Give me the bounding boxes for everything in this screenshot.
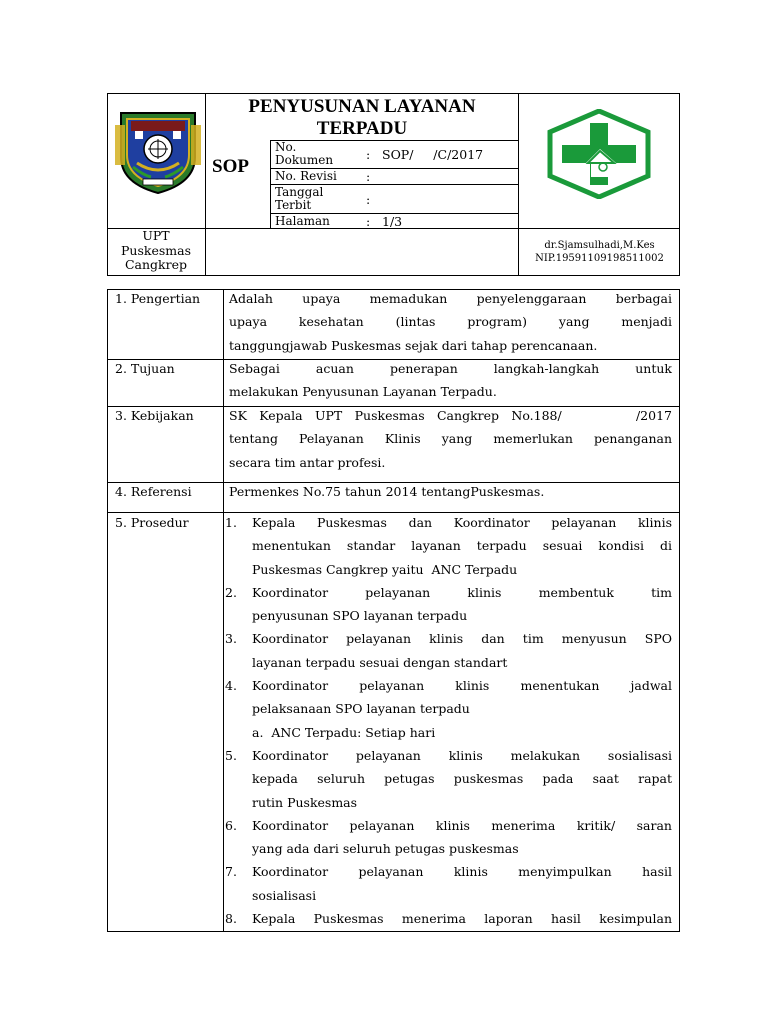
signer-name: dr.Sjamsulhadi,M.Kes bbox=[544, 240, 655, 251]
field-halaman-label: Halaman bbox=[275, 214, 330, 228]
section-label-prosedur: 5. Prosedur bbox=[115, 515, 189, 530]
sub-list-item: a. ANC Terpadu: Setiap hari bbox=[252, 724, 436, 740]
section-label-referensi: 4. Referensi bbox=[115, 484, 192, 499]
section-text-pengertian: Adalah upaya memadukan penyelenggaraan berbagai upaya kesehatan (lintas program) yang menjadi tanggungjawab Puskesmas sejak dari tahap perencanaan. bbox=[229, 291, 672, 353]
field-no-revisi-label: No. Revisi bbox=[275, 169, 337, 183]
field-halaman-value: 1/3 bbox=[382, 214, 403, 229]
section-label-pengertian: 1. Pengertian bbox=[115, 291, 201, 306]
title-line-2: TERPADU bbox=[316, 118, 408, 139]
document-title bbox=[206, 96, 518, 140]
regency-emblem-logo bbox=[113, 105, 203, 195]
list-item: 7. Koordinator pelayanan klinis menyimpulkan hasil sosialisasi bbox=[225, 864, 672, 903]
title-line-1: PENYUSUNAN LAYANAN bbox=[248, 96, 476, 117]
list-item: 8. Kepala Puskesmas menerima laporan hasil kesimpulan bbox=[225, 911, 672, 927]
list-item: 1. Kepala Puskesmas dan Koordinator pelayanan klinis menentukan standar layanan terpadu sesuai kondisi di Puskesmas Cangkrep yaitu ANC Terpadu bbox=[225, 515, 672, 577]
puskesmas-icon bbox=[544, 109, 654, 199]
section-text-tujuan: Sebagai acuan penerapan langkah-langkah untuk melakukan Penyusunan Layanan Terpadu. bbox=[229, 361, 672, 400]
field-no-revisi-colon: : bbox=[366, 169, 371, 184]
section-text-kebijakan: SK Kepala UPT Puskesmas Cangkrep No.188/ /2017 tentang Pelayanan Klinis yang memerlukan penanganan secara tim antar profesi. bbox=[229, 408, 672, 470]
field-no-dokumen-label: No. Dokumen bbox=[275, 140, 334, 167]
field-tanggal-terbit-colon: : bbox=[366, 192, 371, 207]
list-item: 3. Koordinator pelayanan klinis dan tim menyusun SPO layanan terpadu sesuai dengan standart bbox=[225, 631, 672, 670]
field-no-dokumen-value: SOP/ /C/2017 bbox=[382, 147, 484, 162]
puskesmas-logo bbox=[544, 109, 654, 199]
list-item: 5. Koordinator pelayanan klinis melakukan sosialisasi kepada seluruh petugas puskesmas pada saat rapat rutin Puskesmas bbox=[225, 747, 672, 810]
field-halaman-colon: : bbox=[366, 214, 371, 229]
signer-nip: NIP.19591109198511002 bbox=[535, 253, 664, 264]
section-text-referensi: Permenkes No.75 tahun 2014 tentangPuskesmas. bbox=[229, 484, 545, 499]
emblem-icon bbox=[113, 105, 203, 195]
section-label-kebijakan: 3. Kebijakan bbox=[115, 408, 194, 423]
signer-block bbox=[519, 239, 680, 265]
sop-label: SOP bbox=[212, 156, 249, 177]
procedure-list bbox=[225, 511, 674, 930]
list-item: 2. Koordinator pelayanan klinis membentuk tim penyusunan SPO layanan terpadu bbox=[225, 584, 672, 624]
organization-name: UPT Puskesmas Cangkrep bbox=[121, 228, 191, 272]
divider bbox=[223, 289, 224, 932]
list-item: 6. Koordinator pelayanan klinis menerima kritik/ saran yang ada dari seluruh petugas puskesmas bbox=[225, 817, 672, 857]
list-item: 4. Koordinator pelayanan klinis menentukan jadwal pelaksanaan SPO layanan terpadu a. ANC Terpadu: Setiap hari bbox=[225, 674, 674, 744]
field-tanggal-terbit-label: Tanggal Terbit bbox=[275, 185, 324, 212]
field-no-dokumen-colon: : bbox=[366, 147, 371, 162]
section-label-tujuan: 2. Tujuan bbox=[115, 361, 175, 376]
